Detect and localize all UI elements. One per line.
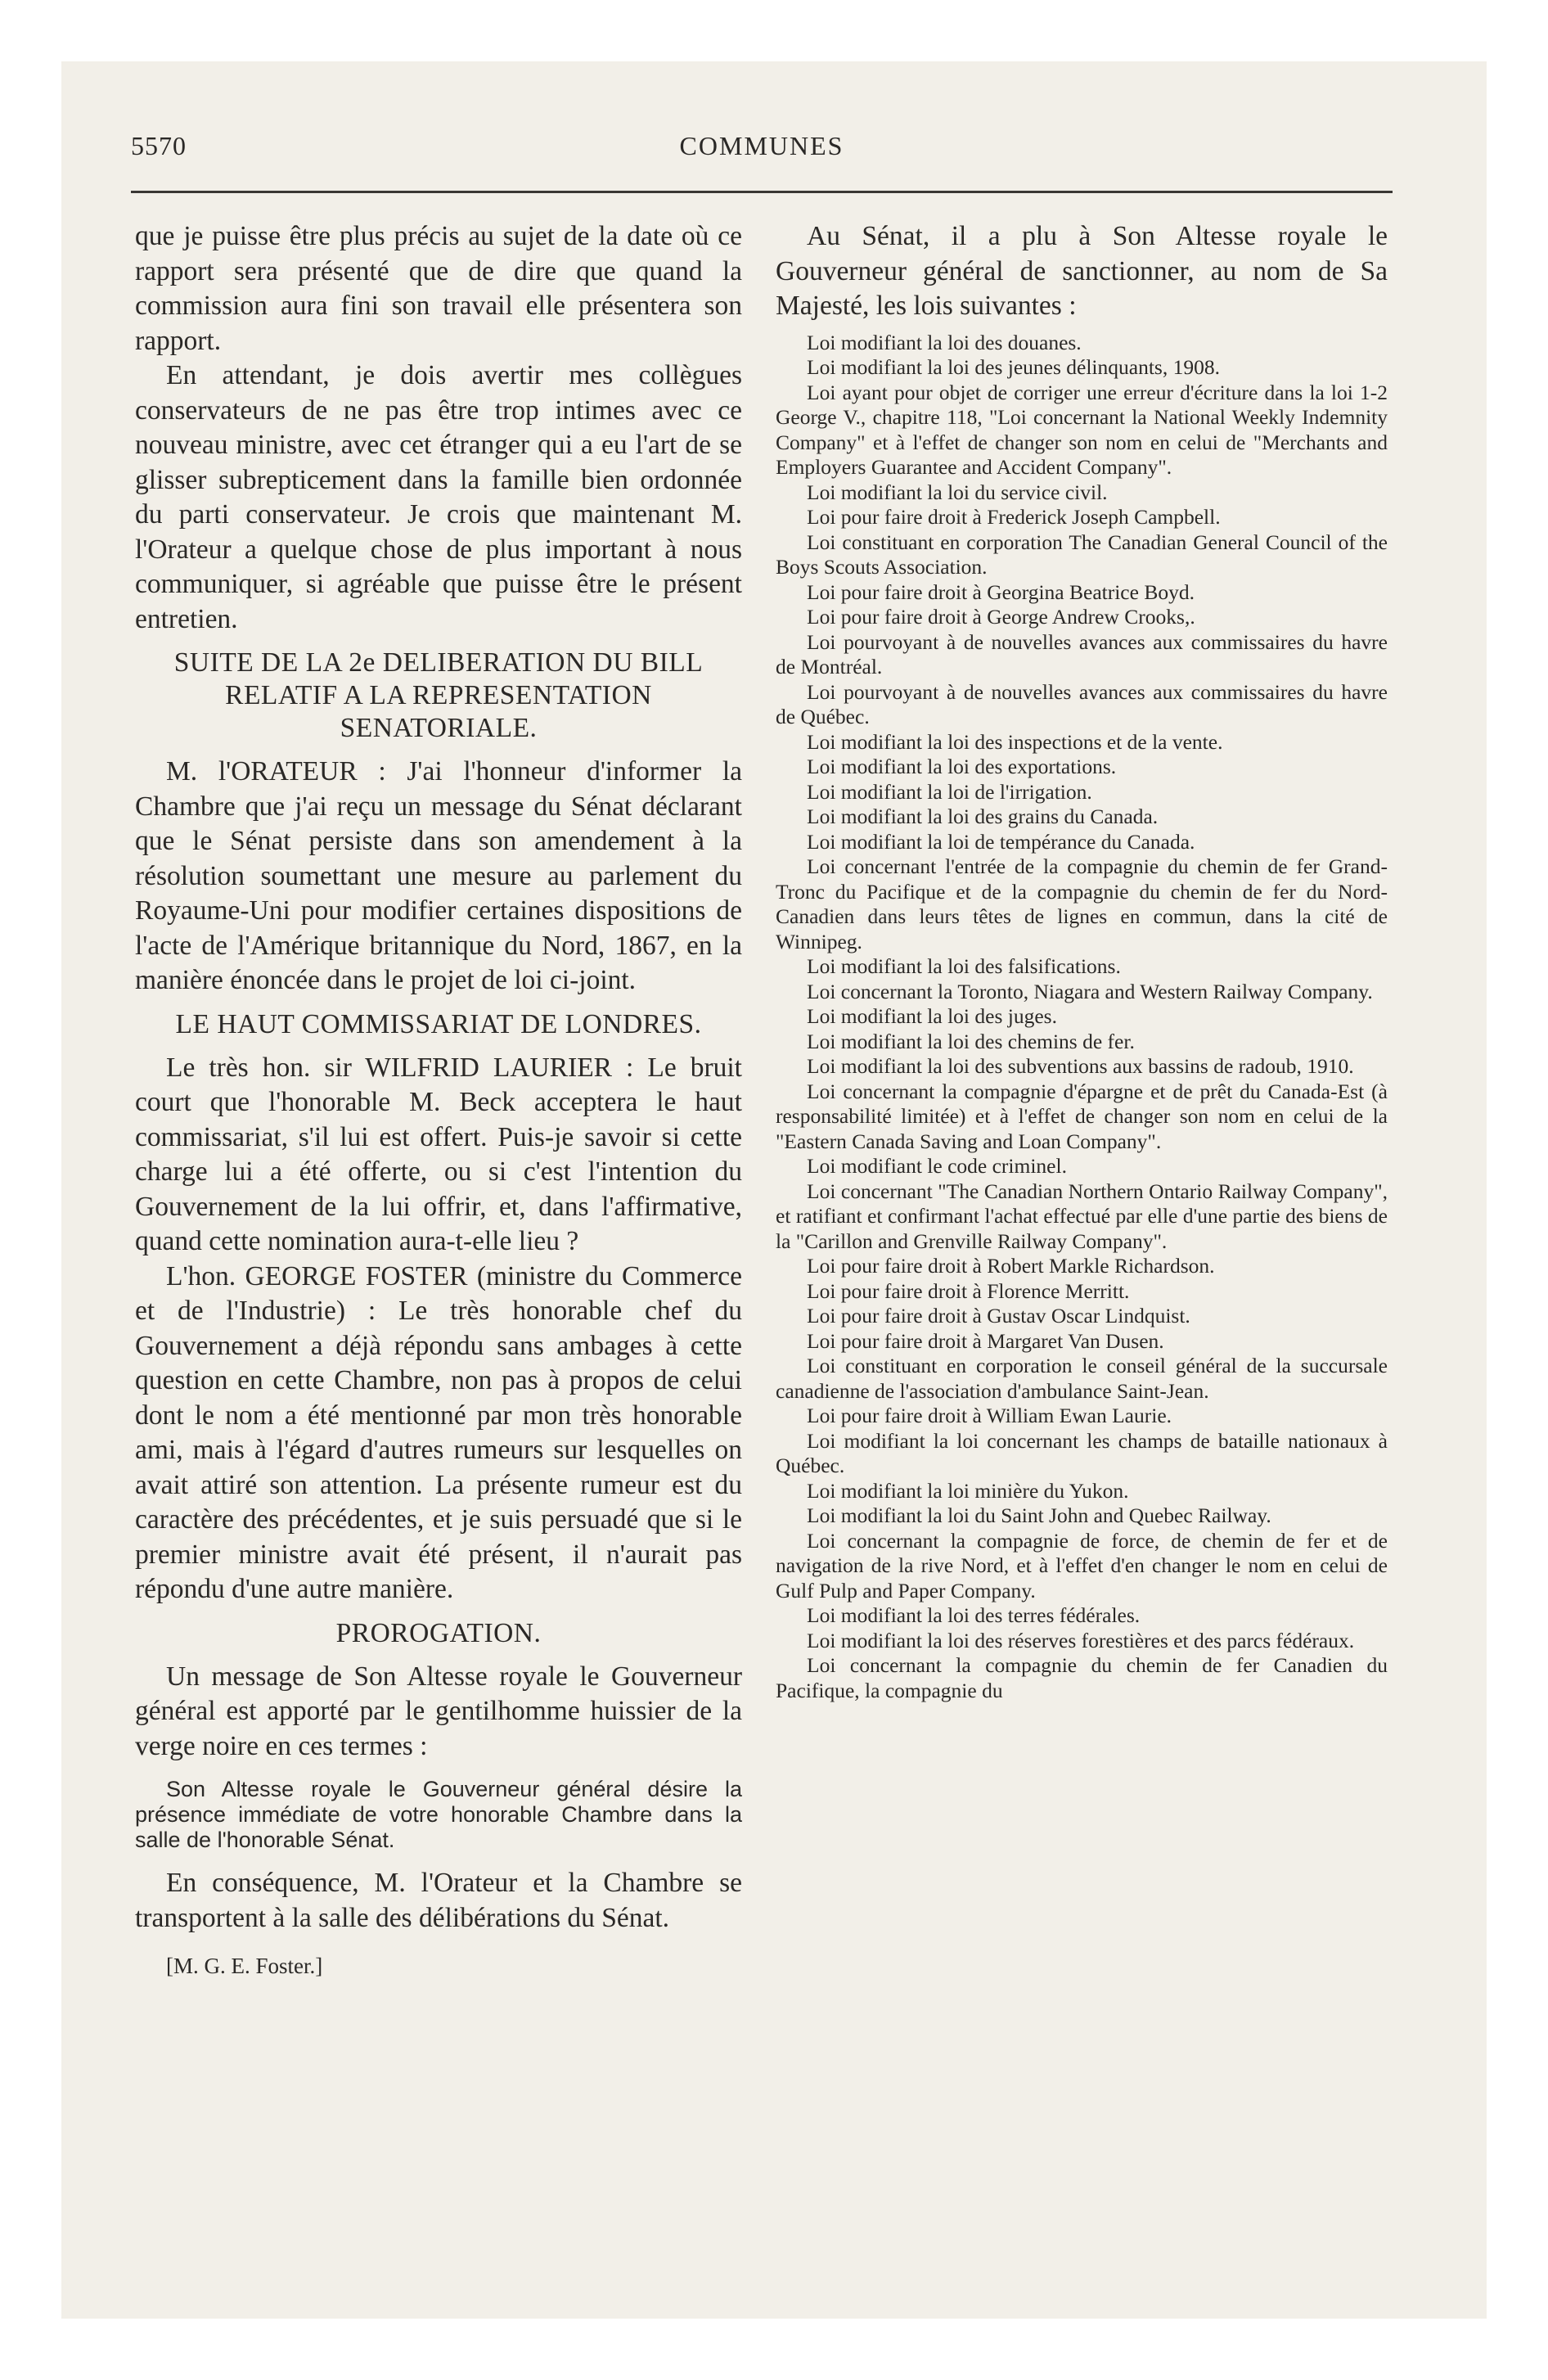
bill-list	[776, 331, 1388, 1704]
bill-item: Loi modifiant la loi des grains du Canada.	[807, 805, 1159, 828]
paragraph: M. l'ORATEUR : J'ai l'honneur d'informer la Chambre que j'ai reçu un message du Sénat déclarant que le Sénat persiste dans son amendement à la résolution soumettant une mesure au parlement du Royaume-Uni pour modifier certaines dispositions de l'acte de l'Amérique britannique du Nord, 1867, en la manière énoncée dans le projet de loi ci-joint.	[135, 756, 742, 995]
paragraph: Un message de Son Altesse royale le Gouverneur général est apporté par le gentilhomme huissier de la verge noire en ces termes :	[135, 1661, 742, 1761]
bill-item: Loi modifiant la loi concernant les champs de bataille nationaux à Québec.	[776, 1428, 1388, 1477]
bill-item: Loi concernant la compagnie d'épargne et de prêt du Canada-Est (à responsabilité limitée) et à l'effet de changer son nom en celui de la "Eastern Canada Saving and Loan Company".	[776, 1079, 1388, 1153]
bill-item: Loi modifiant la loi de l'irrigation.	[807, 779, 1092, 804]
bill-item: Loi pourvoyant à de nouvelles avances aux commissaires du havre de Québec.	[776, 679, 1388, 728]
paragraph: Au Sénat, il a plu à Son Altesse royale le Gouverneur général de sanctionner, au nom de Sa Majesté, les lois suivantes :	[776, 221, 1388, 321]
section-heading: SUITE DE LA 2e DELIBERATION DU BILL RELATIF A LA REPRESENTATION SENATORIALE.	[173, 647, 704, 743]
speaker-attribution: [M. G. E. Foster.]	[166, 1954, 323, 1978]
header-rule	[131, 191, 1393, 193]
bill-item: Loi modifiant la loi des exportations.	[807, 755, 1117, 778]
bill-item: Loi ayant pour objet de corriger une erreur d'écriture dans la loi 1-2 George V., chapitre 118, "Loi concernant la National Weekly Indemnity Company" et à l'effet de changer son nom en celui de "Merchants and Employers Guarantee and Accident Company".	[776, 380, 1388, 479]
bill-item: Loi modifiant la loi des terres fédérales.	[807, 1603, 1141, 1627]
bill-item: Loi modifiant la loi des falsifications.	[807, 954, 1121, 978]
bill-item: Loi modifiant la loi minière du Yukon.	[807, 1478, 1129, 1503]
bill-item: Loi pour faire droit à Frederick Joseph Campbell.	[807, 505, 1221, 529]
bill-item: Loi constituant en corporation The Canadian General Council of the Boys Scouts Association.	[776, 530, 1388, 579]
bill-item: Loi concernant la Toronto, Niagara and Western Railway Company.	[807, 979, 1373, 1003]
bill-item: Loi pour faire droit à Robert Markle Richardson.	[807, 1254, 1215, 1278]
bill-item: Loi concernant l'entrée de la compagnie du chemin de fer Grand-Tronc du Pacifique et de la compagnie du chemin de fer du Nord-Canadien dans leurs têtes de lignes en commun, dans la cité de Winnipeg.	[776, 854, 1388, 953]
bill-item: Loi modifiant la loi des juges.	[807, 1004, 1057, 1028]
right-column	[776, 219, 1388, 1703]
bill-item: Loi constituant en corporation le conseil général de la succursale canadienne de l'association d'ambulance Saint-Jean.	[776, 1354, 1388, 1403]
bill-item: Loi modifiant la loi des inspections et de la vente.	[807, 729, 1223, 754]
bill-item: Loi pour faire droit à George Andrew Crooks,.	[807, 605, 1195, 629]
quoted-message: Son Altesse royale le Gouverneur général désire la présence immédiate de votre honorable Chambre dans la salle de l'honorable Sénat.	[135, 1777, 742, 1852]
bill-item: Loi pour faire droit à Margaret Van Dusen.	[807, 1328, 1164, 1353]
bill-item: Loi pour faire droit à Florence Merritt.	[807, 1278, 1130, 1303]
bill-item: Loi modifiant la loi des douanes.	[807, 330, 1082, 354]
bill-item: Loi concernant "The Canadian Northern Ontario Railway Company", et ratifiant et confirmant l'achat effectué par elle d'une partie des biens de la "Carillon and Grenville Railway Company".	[776, 1179, 1388, 1253]
bill-item: Loi modifiant la loi des chemins de fer.	[807, 1029, 1135, 1053]
bill-item: Loi pour faire droit à William Ewan Laurie.	[807, 1404, 1172, 1427]
bill-item: Loi modifiant la loi des subventions aux bassins de radoub, 1910.	[807, 1054, 1354, 1078]
bill-item: Loi pour faire droit à Gustav Oscar Lindquist.	[807, 1304, 1190, 1327]
bill-item: Loi concernant la compagnie du chemin de fer Canadien du Pacifique, la compagnie du	[776, 1653, 1388, 1702]
paragraph: L'hon. GEORGE FOSTER (ministre du Commerce et de l'Industrie) : Le très honorable chef du Gouvernement a déjà répondu sans ambages à cette question en cette Chambre, non pas à propos de celui dont le nom a été mentionné par mon très honorable ami, mais à l'égard d'autres rumeurs sur lesquelles on avait attiré son attention. La présente rumeur est du caractère des précédentes, et je suis persuadé que si le premier ministre avait été présent, il n'aurait pas répondu d'une autre manière.	[135, 1260, 742, 1604]
page-header	[131, 131, 1393, 180]
paragraph: Le très hon. sir WILFRID LAURIER : Le bruit court que l'honorable M. Beck accepterа le haut commissariat, s'il lui est offert. Puis-je savoir si cette charge lui a été offerte, ou si c'est l'intention du Gouvernement de la lui offrir, et, dans l'affirmative, quand cette nomination aura-t-elle lieu ?	[135, 1052, 742, 1256]
bill-item: Loi pour faire droit à Georgina Beatrice Boyd.	[807, 579, 1195, 604]
left-column	[135, 219, 742, 1980]
bill-item: Loi modifiant la loi des jeunes délinquants, 1908.	[807, 355, 1220, 379]
paragraph: En attendant, je dois avertir mes collègues conservateurs de ne pas être trop intimes avec ce nouveau ministre, avec cet étranger qui a eu l'art de se glisser subrepticement dans la famille bien ordonnée du parti conservateur. Je crois que maintenant M. l'Orateur a quelque chose de plus important à nous communiquer, si agréable que puisse être le présent entretien.	[135, 360, 742, 634]
paragraph: En conséquence, M. l'Orateur et la Chambre se transportent à la salle des délibérations du Sénat.	[135, 1868, 742, 1933]
section-heading: PROROGATION.	[335, 1617, 542, 1648]
bill-item: Loi modifiant la loi des réserves forestières et des parcs fédéraux.	[807, 1628, 1355, 1652]
bill-item: Loi modifiant la loi de tempérance du Canada.	[807, 829, 1195, 854]
page-number: 5570	[131, 131, 187, 160]
running-title: COMMUNES	[679, 131, 844, 160]
bill-item: Loi modifiant la loi du service civil.	[807, 480, 1108, 504]
bill-item: Loi modifiant le code criminel.	[807, 1154, 1067, 1178]
paragraph: que je puisse être plus précis au sujet de la date où ce rapport sera présenté que de dire que quand la commission aura fini son travail elle présentera son rapport.	[135, 221, 742, 356]
section-heading: LE HAUT COMMISSARIAT DE LONDRES.	[175, 1008, 702, 1039]
bill-item: Loi modifiant la loi du Saint John and Quebec Railway.	[807, 1503, 1271, 1527]
bill-item: Loi pourvoyant à de nouvelles avances aux commissaires du havre de Montréal.	[776, 629, 1388, 678]
bill-item: Loi concernant la compagnie de force, de chemin de fer et de navigation de la rive Nord, et à l'effet d'en changer le nom en celui de Gulf Pulp and Paper Company.	[776, 1528, 1388, 1602]
